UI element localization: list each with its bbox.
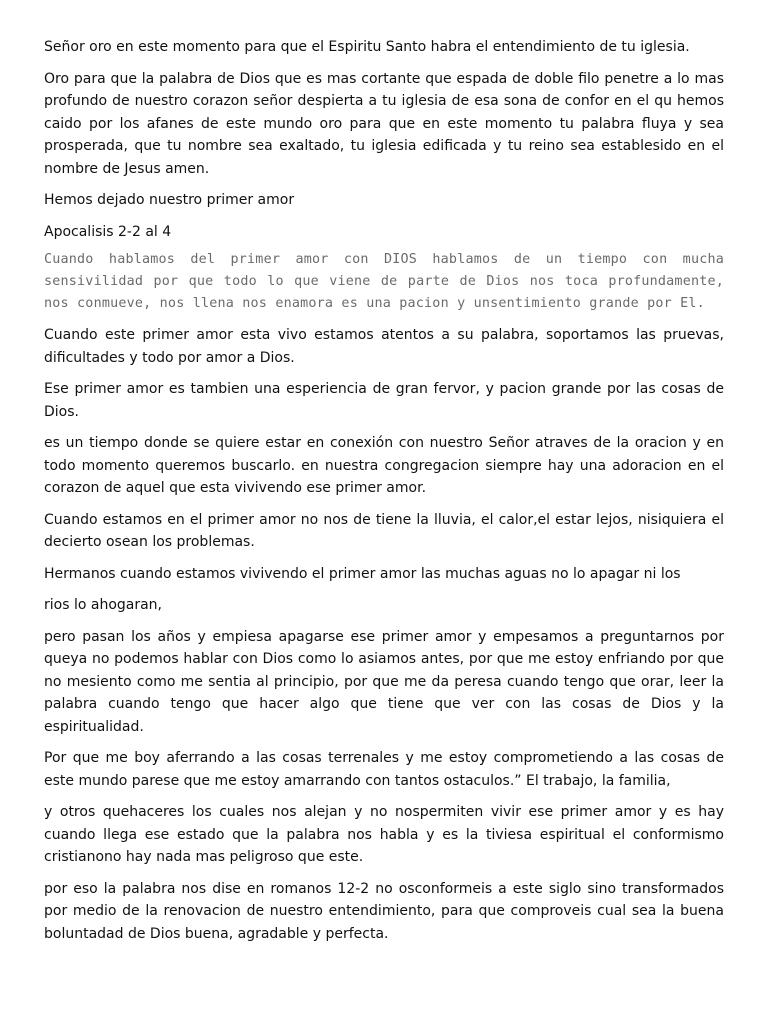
body-paragraph: Cuando estamos en el primer amor no nos de tiene la lluvia, el calor,el estar lejos, nisiquiera el decierto osean los problemas. (44, 511, 724, 550)
prayer-opening-paragraph: Señor oro en este momento para que el Espiritu Santo habra el entendimiento de tu iglesia. (44, 39, 690, 55)
scripture-reference: Apocalisis 2-2 al 4 (44, 223, 172, 240)
body-paragraph: es un tiempo donde se quiere estar en conexión con nuestro Señor atraves de la oracion y en todo momento queremos buscarlo. en nuestra congregacion siempre hay una adoracion en el corazon de aquel que esta vivivendo ese primer amor. (44, 435, 724, 496)
body-paragraph: Ese primer amor es tambien una esperiencia de gran fervor, y pacion grande por las cosas de Dios. (44, 381, 724, 420)
document-page (44, 36, 724, 954)
sermon-title: Hemos dejado nuestro primer amor (44, 192, 295, 208)
first-love-intro-paragraph: Cuando hablamos del primer amor con DIOS hablamos de un tiempo con mucha sensivilidad por que todo lo que viene de parte de Dios nos toca profundamente, nos conmueve, nos llena nos enamora es una pacion y unsentimiento grande por El. (44, 252, 724, 311)
body-paragraph: Cuando este primer amor esta vivo estamos atentos a su palabra, soportamos las pruevas, dificultades y todo por amor a Dios. (44, 327, 724, 366)
body-paragraph: Por que me boy aferrando a las cosas terrenales y me estoy comprometiendo a las cosas de este mundo parese que me estoy amarrando con tantos ostaculos.” El trabajo, la familia, (44, 750, 724, 789)
body-paragraph: rios lo ahogaran, (44, 597, 163, 613)
body-paragraph: Hermanos cuando estamos vivivendo el primer amor las muchas aguas no lo apagar ni los (44, 565, 681, 582)
prayer-paragraph: Oro para que la palabra de Dios que es mas cortante que espada de doble filo penetre a lo mas profundo de nuestro corazon señor despierta a tu iglesia de esa sona de confor en el qu hemos caido por los afanes de este mundo oro para que en este momento tu palabra fluya y sea prosperada, que tu nombre sea exaltado, tu iglesia edificada y tu reino sea establesido en el nombre de Jesus amen. (44, 70, 724, 177)
body-paragraph: y otros quehaceres los cuales nos alejan y no nospermiten vivir ese primer amor y es hay cuando llega ese estado que la palabra nos habla y es la tiviesa espiritual el conformismo cristianono hay nada mas peligroso que este. (44, 804, 724, 865)
body-paragraph: pero pasan los años y empiesa apagarse ese primer amor y empesamos a preguntarnos por queya no podemos hablar con Dios como lo asiamos antes, por que me estoy enfriando por que no mesiento como me sentia al principio, por que me da peresa cuando tengo que orar, leer la palabra cuando tengo que hacer algo que tiene que ver con las cosas de Dios y la espiritualidad. (44, 628, 724, 735)
closing-scripture-paragraph: por eso la palabra nos dise en romanos 12-2 no osconformeis a este siglo sino transformados por medio de la renovacion de nuestro entendimiento, para que comproveis cual sea la buena boluntadad de Dios buena, agradable y perfecta. (44, 880, 724, 942)
